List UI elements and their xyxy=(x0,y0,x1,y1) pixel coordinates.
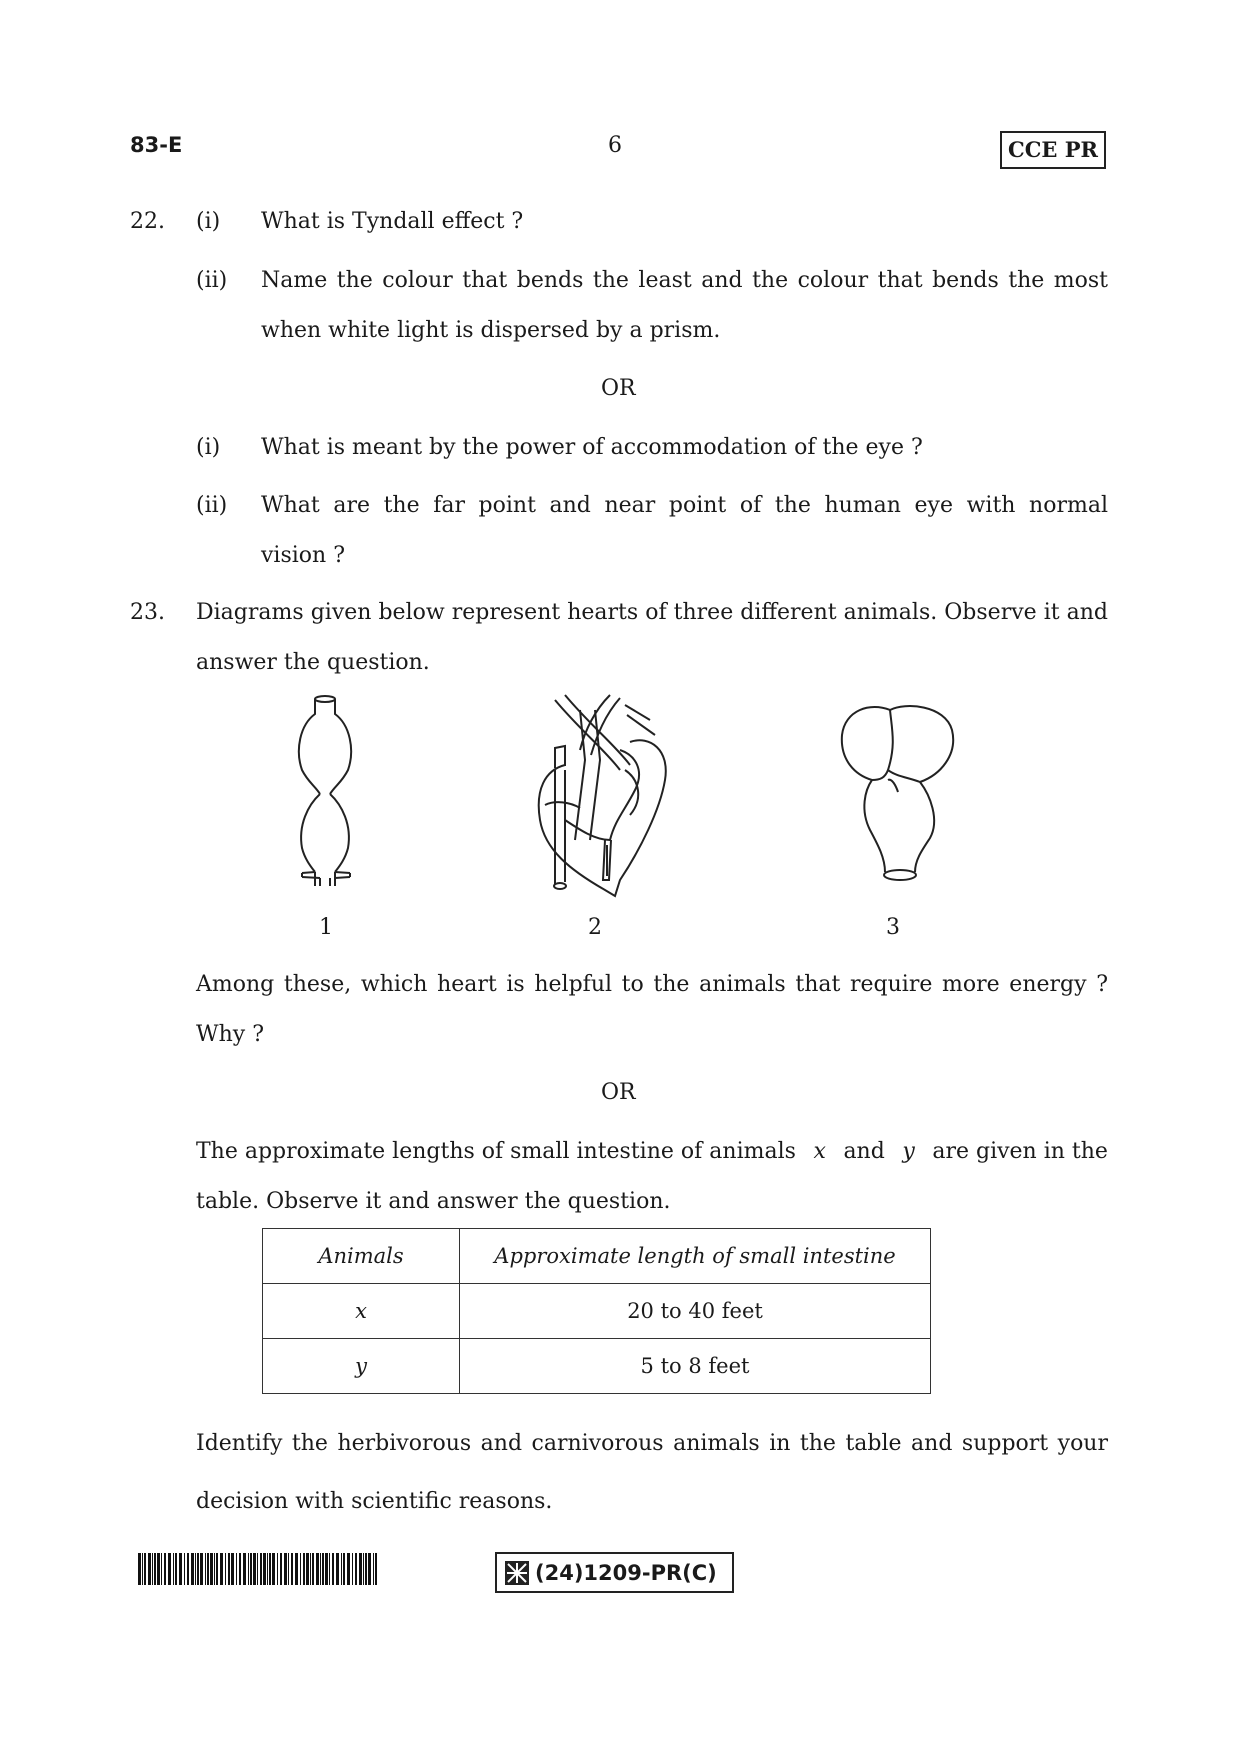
question-22-number: 22. xyxy=(130,209,165,234)
q22-a-ii-marker: (ii) xyxy=(196,268,228,293)
q23-intro-line1: Diagrams given below represent hearts of three different animals. Observe it and xyxy=(196,600,1108,625)
q23-or: OR xyxy=(601,1080,636,1105)
heart-diagram-2 xyxy=(525,690,675,905)
table-cell-animal: x xyxy=(263,1284,460,1339)
table-cell-length: 20 to 40 feet xyxy=(460,1284,931,1339)
intestine-table xyxy=(262,1228,931,1394)
table-header-row xyxy=(263,1229,931,1284)
q22-b-ii-line2: vision ? xyxy=(261,543,345,568)
q22-a-ii-line1: Name the colour that bends the least and the colour that bends the most xyxy=(261,268,1108,293)
table-header-length: Approximate length of small intestine xyxy=(460,1229,931,1284)
var-x: x xyxy=(813,1139,826,1164)
figure-label-2: 2 xyxy=(588,915,602,940)
q23-question-line2: Why ? xyxy=(196,1022,264,1047)
heart-diagram-1 xyxy=(280,690,380,900)
q23-alt-line2: table. Observe it and answer the question. xyxy=(196,1189,671,1214)
table-row xyxy=(263,1284,931,1339)
q23-question-line1: Among these, which heart is helpful to the animals that require more energy ? xyxy=(196,972,1108,997)
q22-b-ii-line1: What are the far point and near point of the human eye with normal xyxy=(261,493,1108,518)
table-cell-length: 5 to 8 feet xyxy=(460,1339,931,1394)
paper-code: 83-E xyxy=(130,133,183,157)
q22-b-i-text: What is meant by the power of accommodation of the eye ? xyxy=(261,435,923,460)
q23-intro-line2: answer the question. xyxy=(196,650,430,675)
table-row xyxy=(263,1339,931,1394)
table-header-animals: Animals xyxy=(263,1229,460,1284)
series-box: CCE PR xyxy=(1000,131,1106,169)
q22-or: OR xyxy=(601,376,636,401)
barcode-icon xyxy=(138,1553,378,1585)
figure-label-1: 1 xyxy=(319,915,333,940)
q22-a-i-marker: (i) xyxy=(196,209,221,234)
var-y: y xyxy=(902,1139,915,1164)
footer-paper-code-box xyxy=(495,1552,734,1593)
q23-alt-line1-b: are given in the xyxy=(932,1139,1108,1164)
q22-a-ii-line2: when white light is dispersed by a prism. xyxy=(261,318,721,343)
figure-label-3: 3 xyxy=(886,915,900,940)
question-23-number: 23. xyxy=(130,600,165,625)
q22-a-i-text: What is Tyndall effect ? xyxy=(261,209,524,234)
page-number: 6 xyxy=(608,133,622,158)
q22-b-i-marker: (i) xyxy=(196,435,221,460)
q22-b-ii-marker: (ii) xyxy=(196,493,228,518)
q23-final-line2: decision with scientific reasons. xyxy=(196,1489,553,1514)
word-and: and xyxy=(843,1139,885,1164)
footer-paper-code: (24)1209-PR(C) xyxy=(535,1560,717,1585)
q23-final-line1: Identify the herbivorous and carnivorous animals in the table and support your xyxy=(196,1431,1108,1456)
emblem-icon xyxy=(505,1561,529,1585)
q23-alt-line1 xyxy=(196,1137,1108,1167)
q23-alt-line1-a: The approximate lengths of small intestine of animals xyxy=(196,1139,796,1164)
heart-diagram-3 xyxy=(830,700,965,900)
table-cell-animal: y xyxy=(263,1339,460,1394)
